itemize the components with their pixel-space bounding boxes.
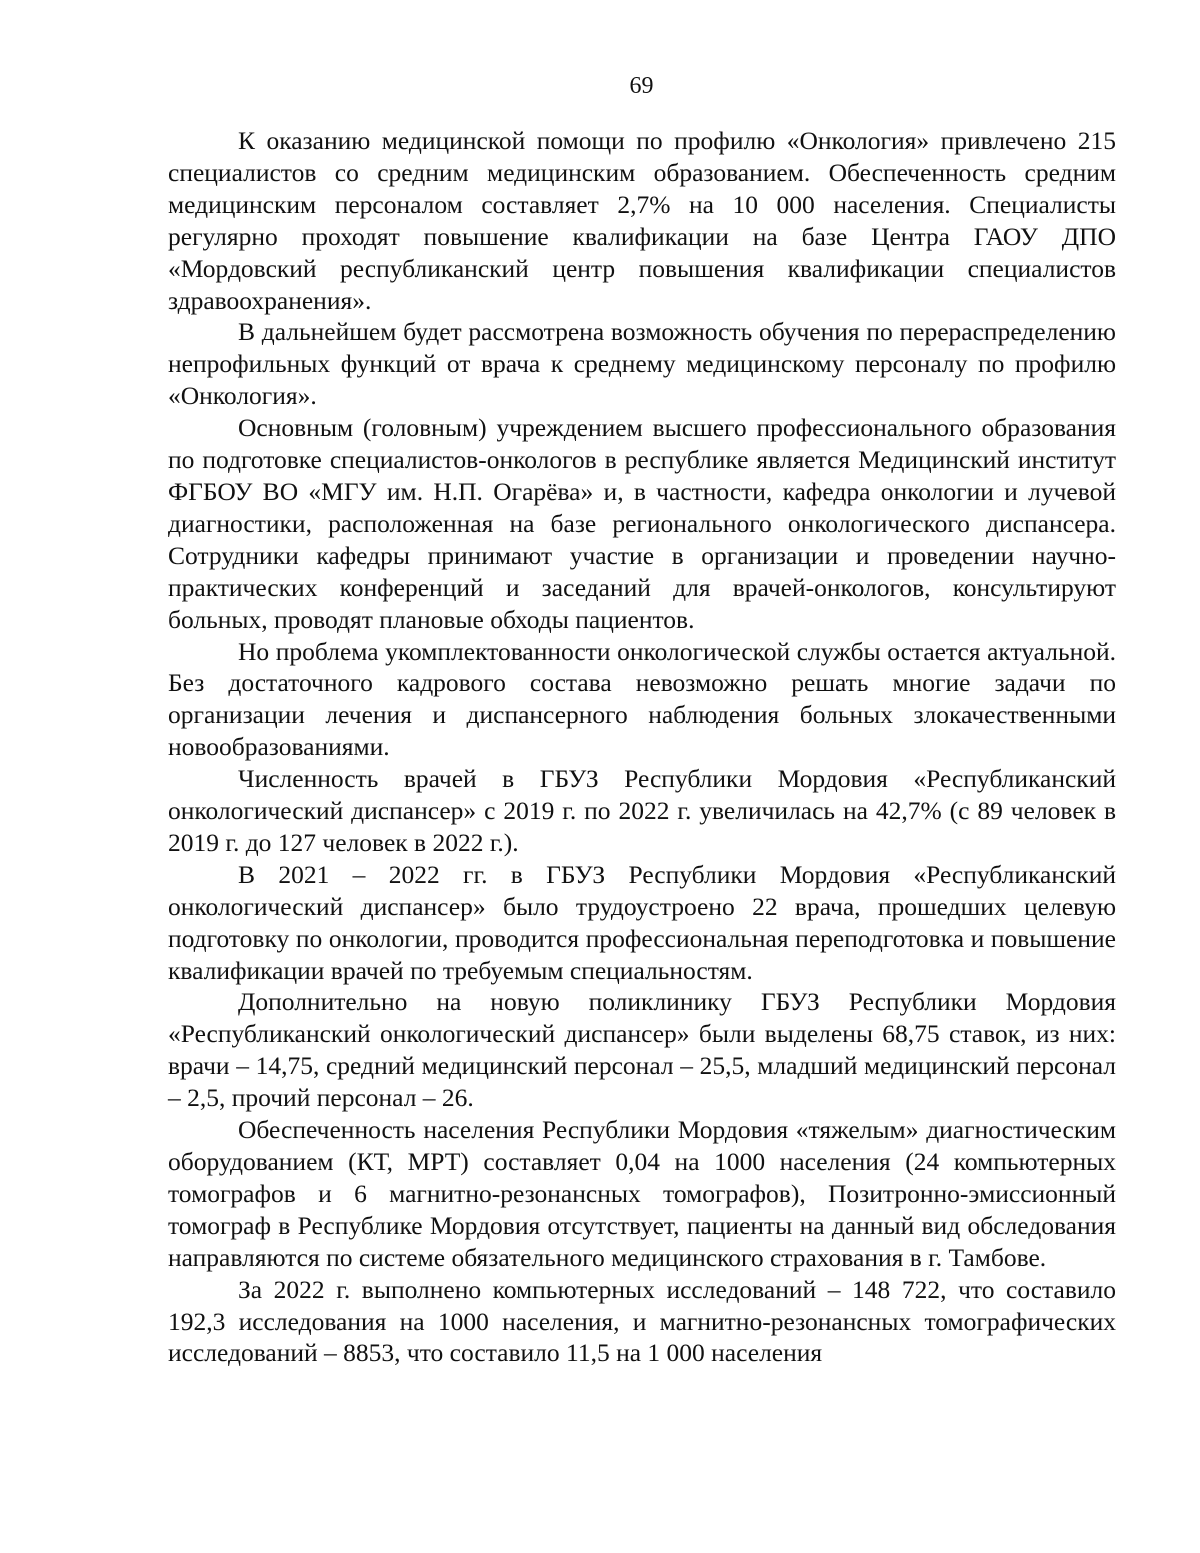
paragraph-hired-doctors: В 2021 – 2022 гг. в ГБУЗ Республики Мордовия «Республиканский онкологический диспансер» было трудоустроено 22 врача, прошедших целевую подготовку по онкологии, проводится профессиональная переподготовка и повышение квалификации врачей по требуемым специальностям.: [168, 859, 1116, 985]
paragraph-new-clinic-positions: Дополнительно на новую поликлинику ГБУЗ Республики Мордовия «Республиканский онкологический диспансер» были выделены 68,75 ставок, из них: врачи – 14,75, средний медицинский персонал – 25,5, младший медицинский персонал – 2,5, прочий персонал – 26.: [168, 987, 1116, 1113]
paragraph-medical-institute: Основным (головным) учреждением высшего профессионального образования по подготовке специалистов-онкологов в республике является Медицинский институт ФГБОУ ВО «МГУ им. Н.П. Огарёва» и, в частности, кафедра онкологии и лучевой диагностики, расположенная на базе регионального онкологического диспансера. Сотрудники кафедры принимают участие в организации и проведении научно-практических конференций и заседаний для врачей-онкологов, консультируют больных, проводят плановые обходы пациентов.: [168, 413, 1116, 634]
page-number: 69: [629, 73, 654, 99]
paragraph-examinations-2022: За 2022 г. выполнено компьютерных исследований – 148 722, что составило 192,3 исследования на 1000 населения, и магнитно-резонансных томографических исследований – 8853, что составило 11,5 на 1 000 населения: [168, 1274, 1116, 1368]
paragraph-staffing-problem: Но проблема укомплектованности онкологической службы остается актуальной. Без достаточного кадрового состава невозможно решать многие задачи по организации лечения и диспансерного наблюдения больных злокачественными новообразованиями.: [168, 636, 1116, 762]
paragraph-oncology-nurses: К оказанию медицинской помощи по профилю «Онкология» привлечено 215 специалистов со средним медицинским образованием. Обеспеченность средним медицинским персоналом составляет 2,7% на 10 000 населения. Специалисты регулярно проходят повышение квалификации на базе Центра ГАОУ ДПО «Мордовский республиканский центр повышения квалификации специалистов здравоохранения».: [168, 126, 1116, 315]
paragraph-diagnostic-equipment: Обеспеченность населения Республики Мордовия «тяжелым» диагностическим оборудованием (КТ, МРТ) составляет 0,04 на 1000 населения (24 компьютерных томографов и 6 магнитно-резонансных томографов), Позитронно-эмиссионный томограф в Республике Мордовия отсутствует, пациенты на данный вид обследования направляются по системе обязательного медицинского страхования в г. Тамбове.: [168, 1115, 1116, 1272]
paragraph-function-redistribution: В дальнейшем будет рассмотрена возможность обучения по перераспределению непрофильных функций от врача к среднему медицинскому персоналу по профилю «Онкология».: [168, 317, 1116, 411]
paragraph-doctor-count: Численность врачей в ГБУЗ Республики Мордовия «Республиканский онкологический диспансер» с 2019 г. по 2022 г. увеличилась на 42,7% (с 89 человек в 2019 г. до 127 человек в 2022 г.).: [168, 764, 1116, 857]
page-body: [168, 125, 1116, 1369]
